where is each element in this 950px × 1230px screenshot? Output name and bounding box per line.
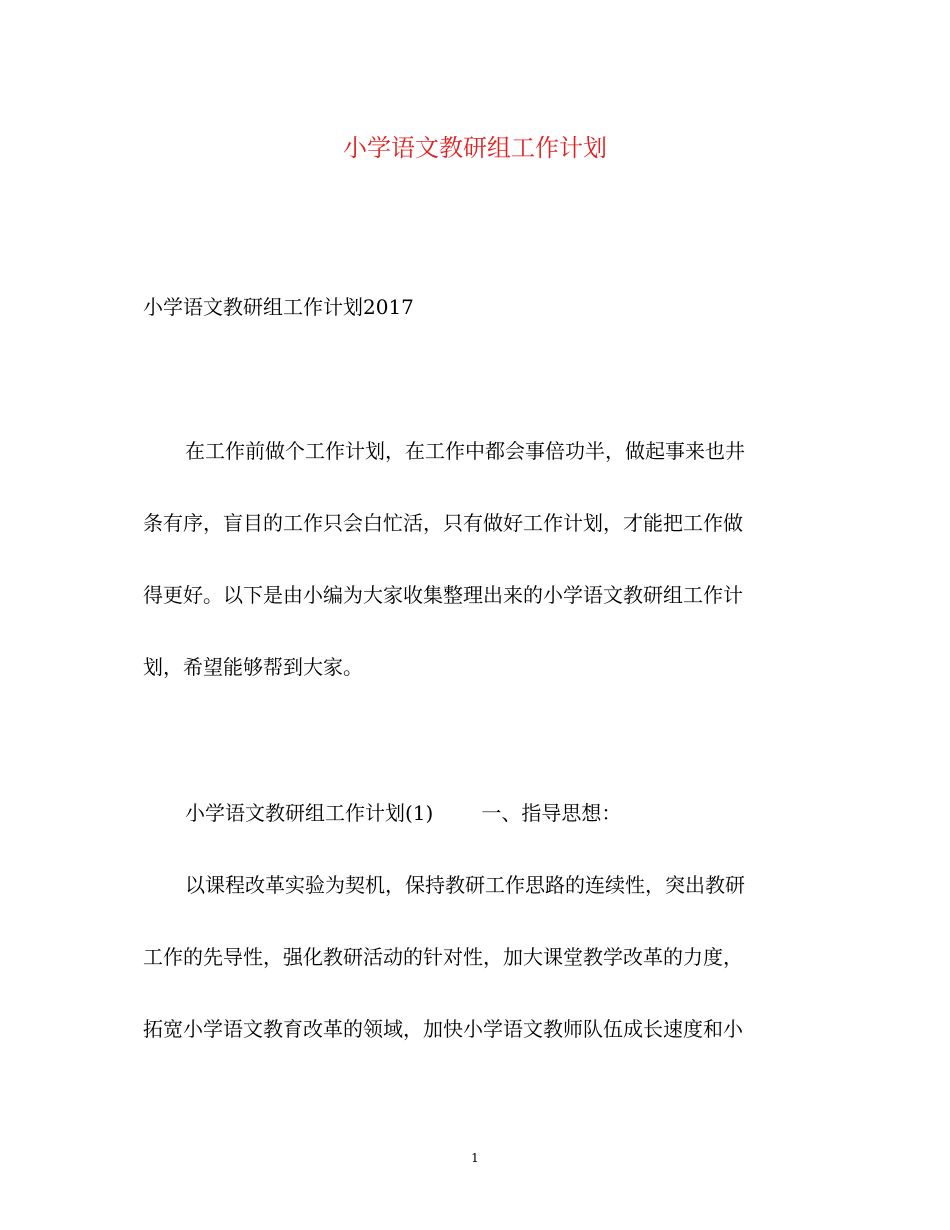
- body-line-2: 工作的先导性，强化教研活动的针对性，加大课堂教学改革的力度，: [143, 945, 743, 969]
- body-line-3: 拓宽小学语文教育改革的领域，加快小学语文教师队伍成长速度和小: [143, 1017, 743, 1041]
- intro-line-1: 在工作前做个工作计划，在工作中都会事倍功半，做起事来也井: [185, 439, 745, 463]
- intro-line-3: 得更好。以下是由小编为大家收集整理出来的小学语文教研组工作计: [143, 583, 743, 607]
- body-line-1: 以课程改革实验为契机，保持教研工作思路的连续性，突出教研: [185, 873, 745, 897]
- section-heading-line: [185, 798, 621, 828]
- section-heading: 小学语文教研组工作计划(1): [185, 801, 434, 825]
- page-number: 1: [471, 1151, 479, 1165]
- section-subheading: 一、指导思想：: [481, 801, 622, 825]
- intro-line-2: 条有序，盲目的工作只会白忙活，只有做好工作计划，才能把工作做: [143, 511, 743, 535]
- document-title: 小学语文教研组工作计划: [343, 134, 607, 162]
- document-subtitle: 小学语文教研组工作计划2017: [143, 295, 414, 319]
- intro-line-4: 划，希望能够帮到大家。: [143, 655, 363, 679]
